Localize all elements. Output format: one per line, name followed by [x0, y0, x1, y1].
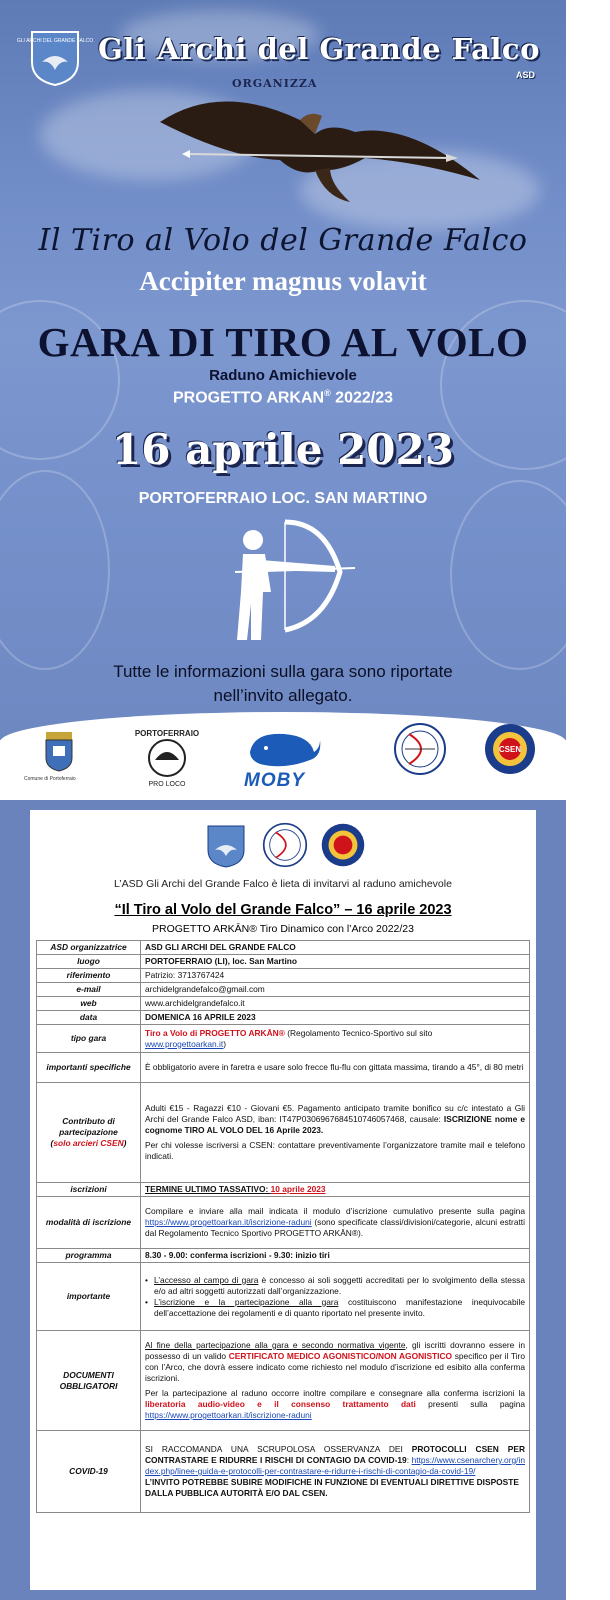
invitation-subtitle: PROGETTO ARKĀN® Tiro Dinamico con l’Arco 2022/23 — [152, 923, 414, 935]
falcon-illustration — [150, 62, 490, 212]
progetto-arkan-logo — [262, 822, 308, 868]
table-row: luogo PORTOFERRAIO (LI), loc. San Martino — [37, 955, 530, 969]
table-row: data DOMENICA 16 APRILE 2023 — [37, 1011, 530, 1025]
progetto-arkan-logo — [393, 722, 447, 776]
club-name: Gli Archi del Grande Falco — [98, 32, 540, 66]
csen-covid-link[interactable]: https://www.csenarchery.org/index.php/linee-guida-e-protocolli-per-contrastare-e-ridurre-i-rischi-di-contagio-da-covid-19/ — [145, 1455, 525, 1476]
svg-text:CSEN: CSEN — [498, 745, 522, 754]
iscrizione-raduni-link[interactable]: https://www.progettoarkan.it/iscrizione-raduni — [145, 1217, 312, 1227]
table-row: importanti specifiche È obbligatorio avere in faretra e usare solo frecce flu-flu con gittata massima, tirando a 45°, di 80 metri — [37, 1053, 530, 1083]
table-row: Contributo di partecipazione (solo arcieri CSEN) Adulti €15 - Ragazzi €10 - Giovani €5. Pagamento anticipato tramite bonifico su c/c intestato a Gli Archi del Grande Falco ASD, iban: IT47P0306967684510746057468, causale: ISCRIZIONE nome e cognome TIRO AL VOLO DEL 16 Aprile 2023. Per chi volesse iscriversi a CSEN: contattare preventivamente l’organizzatore tramite mail e telefono indicati. — [37, 1083, 530, 1183]
ornament-decoration — [450, 480, 590, 670]
raduno-label: Raduno Amichievole — [209, 367, 357, 384]
club-shield-logo — [16, 30, 94, 86]
email-link[interactable]: archidelgrandefalco@gmail.com — [141, 983, 530, 997]
progettoarkan-link[interactable]: www.progettoarkan.it — [145, 1038, 224, 1049]
club-shield-logo — [206, 824, 246, 868]
table-row: ASD organizzatrice ASD GLI ARCHI DEL GRANDE FALCO — [37, 941, 530, 955]
table-row: riferimento Patrizio: 3713767424 — [37, 969, 530, 983]
table-row: e-mail archidelgrandefalco@gmail.com — [37, 983, 530, 997]
table-row: DOCUMENTI OBBLIGATORI Al fine della partecipazione alla gara e secondo normativa vigente, gli iscritti dovranno essere in possesso di un valido CERTIFICATO MEDICO AGONISTICO/NON AGONISTICO specifico per il Tiro con l’Arco, che dovrà essere indicato come richiesto nel modulo d’iscrizione ed esibito alla conferma iscrizioni. Per la partecipazione al raduno occorre inoltre compilare e consegnare alla conferma iscrizioni la liberatoria audio-video e il consenso trattamento dati presenti sulla pagina https://www.progettoarkan.it/iscrizione-raduni — [37, 1331, 530, 1431]
archer-icon — [215, 512, 365, 642]
table-row: importante • L’accesso al campo di gara è concesso ai soli soggetti accreditati per lo svolgimento della stessa e/o ad altri soggetti autorizzati dall’organizzazione. • L’iscrizione e la partecipazione alla gara costituiscono manifestazione inequivocabile dell’accettazione dei regolamenti e di quanto riportato nel presente invito. — [37, 1263, 530, 1331]
event-details-table — [36, 940, 530, 1513]
table-row: tipo gara Tiro a Volo di PROGETTO ARKĀN® (Regolamento Tecnico-Sportivo sul sito www.progettoarkan.it) — [37, 1025, 530, 1053]
comune-crest-logo — [42, 730, 76, 772]
table-row: COVID-19 SI RACCOMANDA UNA SCRUPOLOSA OSSERVANZA DEI PROTOCOLLI CSEN PER CONTRASTARE E RIDURRE I RISCHI DI CONTAGIO DA COVID-19: https://www.csenarchery.org/index.php/linee-guida-e-protocolli-per-contrastare-e-ridurre-i-rischi-di-contagio-da-covid-19/ L’INVITO POTREBBE SUBIRE MODIFICHE IN FUNZIONE DI EVENTUALI DIRETTIVE DISPOSTE DALLA PUBBLICA AUTORITÀ E/O DAL CSEN. — [37, 1431, 530, 1513]
iscrizione-raduni-link[interactable]: https://www.progettoarkan.it/iscrizione-raduni — [145, 1410, 312, 1420]
svg-text:PRO LOCO: PRO LOCO — [148, 781, 186, 788]
table-row: iscrizioni TERMINE ULTIMO TASSATIVO: 10 aprile 2023 — [37, 1183, 530, 1197]
moby-whale-logo — [244, 726, 322, 770]
svg-text:PORTOFERRAIO: PORTOFERRAIO — [134, 729, 200, 738]
moby-wordmark: MOBY — [244, 770, 305, 791]
invitation-logos — [30, 818, 536, 874]
organizza-label: ORGANIZZA — [232, 77, 318, 90]
csen-logo — [483, 722, 537, 776]
web-link[interactable]: www.archidelgrandefalco.it — [141, 997, 530, 1011]
svg-text:GLI ARCHI DEL GRANDE FALCO: GLI ARCHI DEL GRANDE FALCO — [16, 38, 94, 44]
progetto-label: PROGETTO ARKAN® 2022/23 — [172, 388, 394, 407]
event-motto: Accipiter magnus volavit — [139, 266, 427, 296]
invitation-document — [30, 810, 536, 1590]
club-suffix: ASD — [516, 70, 536, 80]
gara-title: GARA DI TIRO AL VOLO — [37, 319, 529, 365]
event-poster — [0, 0, 566, 740]
portoferraio-proloco-logo — [135, 726, 199, 790]
invitation-title: “Il Tiro al Volo del Grande Falco” – 16 aprile 2023 — [114, 902, 452, 918]
comune-label: Comune di Portoferraio — [24, 776, 76, 782]
event-date: 16 aprile 2023 — [112, 425, 454, 474]
table-row: programma 8.30 - 9.00: conferma iscrizioni - 9.30: inizio tiri — [37, 1249, 530, 1263]
invitation-intro: L’ASD Gli Archi del Grande Falco è lieta di invitarvi al raduno amichevole — [114, 878, 452, 890]
event-location: PORTOFERRAIO LOC. SAN MARTINO — [138, 490, 428, 507]
event-title: Il Tiro al Volo del Grande Falco — [38, 223, 528, 258]
table-row: web www.archidelgrandefalco.it — [37, 997, 530, 1011]
csen-logo — [320, 822, 366, 868]
info-note: Tutte le informazioni sulla gara sono riportate nell’invito allegato. — [113, 662, 453, 705]
sponsor-strip — [0, 712, 566, 800]
table-row: modalità di iscrizione Compilare e inviare alla mail indicata il modulo d’iscrizione cumulativo presente sulla pagina https://www.progettoarkan.it/iscrizione-raduni (sono specificate classi/divisioni/categorie, alcuni estratti dal Regolamento Tecnico Sportivo PROGETTO ARKĀN®). — [37, 1197, 530, 1249]
